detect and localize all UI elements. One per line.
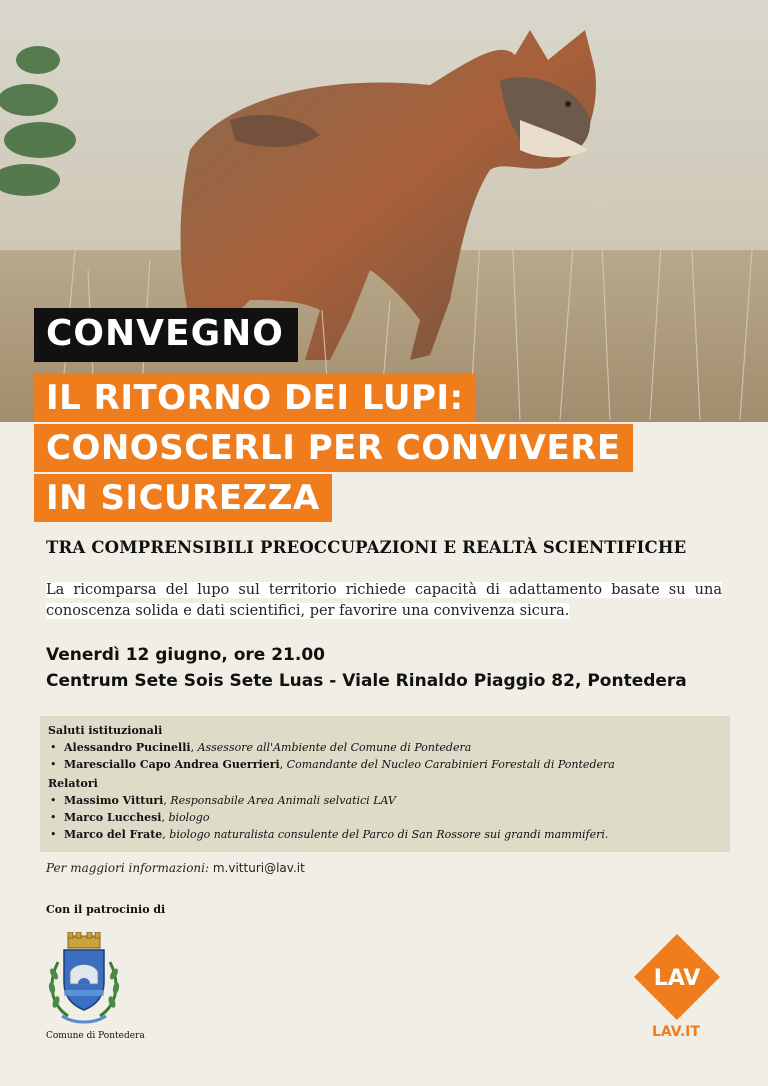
lav-logo [632,932,722,1022]
event-date-time: Venerdì 12 giugno, ore 21.00 [46,645,325,665]
contact-label: Per maggiori informazioni: [46,861,210,875]
person-name: Massimo Vitturi [64,794,164,807]
speakers-heading: Relatori [48,777,98,790]
municipality-name: Comune di Pontedera [46,1031,145,1041]
event-type-tag: CONVEGNO [34,308,298,362]
list-item: • Marco Lucchesi, biologo [48,809,722,826]
person-name: Alessandro Pucinelli [64,741,191,754]
list-item: • Massimo Vitturi, Responsabile Area Animali selvatici LAV [48,792,722,809]
patronage-label: Con il patrocinio di [46,903,166,916]
greetings-list [48,739,722,773]
list-item: • Alessandro Pucinelli, Assessore all'Ambiente del Comune di Pontedera [48,739,722,756]
person-role: biologo naturalista consulente del Parco di San Rossore sui grandi mammiferi. [169,828,609,841]
person-role: biologo [168,811,210,824]
person-name: Marco Lucchesi [64,811,162,824]
greetings-heading: Saluti istituzionali [48,724,163,737]
person-role: Responsabile Area Animali selvatici LAV [170,794,396,807]
lav-logo-text: LAV [653,966,701,991]
program-box [40,716,730,852]
intro-paragraph [46,580,722,622]
contact-email-link[interactable]: m.vitturi@lav.it [212,861,305,875]
pontedera-crest [44,932,124,1026]
person-name: Maresciallo Capo Andrea Guerrieri [64,758,280,771]
subtitle: TRA COMPRENSIBILI PREOCCUPAZIONI E REALTÀ SCIENTIFICHE [46,538,687,557]
contact-info [46,861,305,875]
event-venue: Centrum Sete Sois Sete Luas - Viale Rinaldo Piaggio 82, Pontedera [46,671,687,691]
person-role: Comandante del Nucleo Carabinieri Forestali di Pontedera [286,758,615,771]
list-item: • Maresciallo Capo Andrea Guerrieri, Comandante del Nucleo Carabinieri Forestali di Pontedera [48,756,722,773]
lav-website[interactable]: LAV.IT [652,1024,700,1040]
intro-text: La ricomparsa del lupo sul territorio richiede capacità di adattamento basate su una conoscenza solida e dati scientifici, per favorire una convivenza sicura. [46,582,722,619]
person-role: Assessore all'Ambiente del Comune di Pontedera [197,741,472,754]
title-line-2: CONOSCERLI PER CONVIVERE [34,424,633,472]
speakers-list [48,792,722,843]
list-item: • Marco del Frate, biologo naturalista consulente del Parco di San Rossore sui grandi mammiferi. [48,826,722,843]
title-line-1: IL RITORNO DEI LUPI: [34,374,476,422]
person-name: Marco del Frate [64,828,163,841]
event-details [46,642,687,694]
title-line-3: IN SICUREZZA [34,474,332,522]
